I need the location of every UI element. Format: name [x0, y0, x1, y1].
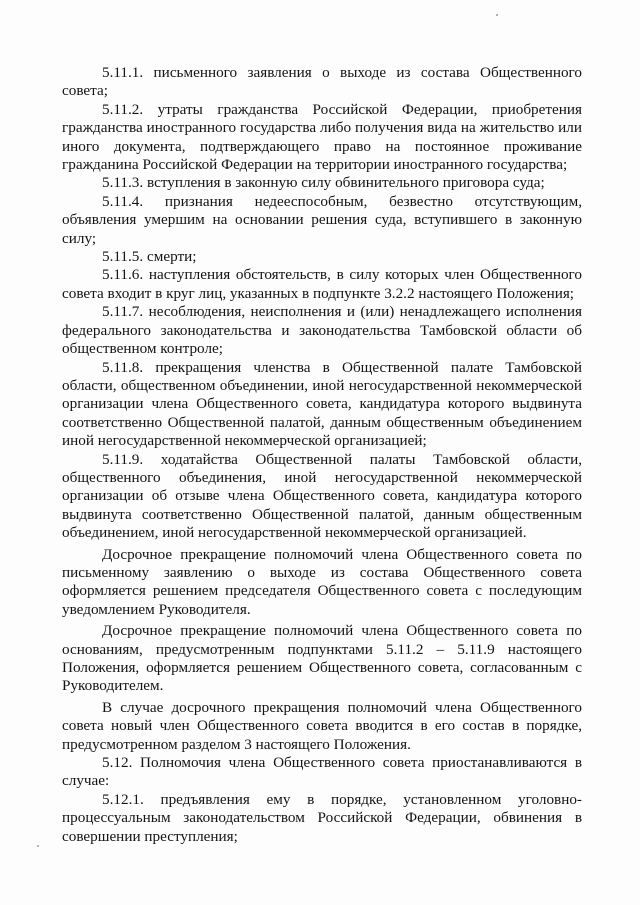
clause-5-12-1: 5.12.1. предъявления ему в порядке, установленном уголовно-процессуальным законодательством Российской Федерации, обвинения в совершении преступления; [62, 790, 582, 845]
new-member-paragraph: В случае досрочного прекращения полномочий члена Общественного совета новый член Общественного совета вводится в его состав в порядке, предусмотренном разделом 3 настоящего Положения. [62, 698, 582, 753]
clause-5-11-9: 5.11.9. ходатайства Общественной палаты Тамбовской области, общественного объединения, иной негосударственной некоммерческой организации об отзыве члена Общественного совета, кандидатура которого выдвинута соответственно Общественной палатой, данным общественным объединением, иной негосударственной некоммерческой организацией. [62, 450, 582, 542]
early-termination-by-request-paragraph: Досрочное прекращение полномочий члена Общественного совета по письменному заявлению о выходе из состава Общественного совета оформляется решением председателя Общественного совета с последующим уведомлением Руководителя. [62, 545, 582, 618]
clause-5-11-3: 5.11.3. вступления в законную силу обвинительного приговора суда; [102, 174, 545, 192]
clause-5-11-5: 5.11.5. смерти; [102, 248, 197, 266]
clause-5-11-2: 5.11.2. утраты гражданства Российской Федерации, приобретения гражданства иностранного государства либо получения вида на жительство или иного документа, подтверждающего право на постоянное проживание гражданина Российской Федерации на территории иностранного государства; [62, 100, 582, 174]
clause-5-11-6: 5.11.6. наступления обстоятельств, в силу которых член Общественного совета входит в круг лиц, указанных в подпункте 3.2.2 настоящего Положения; [62, 266, 582, 302]
clause-5-12: 5.12. Полномочия члена Общественного совета приостанавливаются в случае: [62, 754, 582, 790]
scan-speck [496, 14, 498, 16]
clause-5-11-1: 5.11.1. письменного заявления о выходе из состава Общественного совета; [62, 64, 582, 100]
clause-5-11-7: 5.11.7. несоблюдения, неисполнения и (или) ненадлежащего исполнения федерального законодательства и законодательства Тамбовской области об общественном контроле; [62, 303, 582, 358]
early-termination-by-grounds-paragraph: Досрочное прекращение полномочий члена Общественного совета по основаниям, предусмотренным подпунктами 5.11.2 – 5.11.9 настоящего Положения, оформляется решением Общественного совета, согласованным с Руководителем. [62, 622, 582, 695]
clause-5-11-8: 5.11.8. прекращения членства в Общественной палате Тамбовской области, общественном объединении, иной негосударственной некоммерческой организации члена Общественного совета, кандидатура которого выдвинута соответственно Общественной палатой, данным общественным объединением иной негосударственной некоммерческой организацией; [62, 358, 582, 450]
scan-speck [37, 845, 39, 847]
clause-5-11-4: 5.11.4. признания недееспособным, безвестно отсутствующим, объявления умершим на основании решения суда, вступившего в законную силу; [62, 192, 582, 247]
